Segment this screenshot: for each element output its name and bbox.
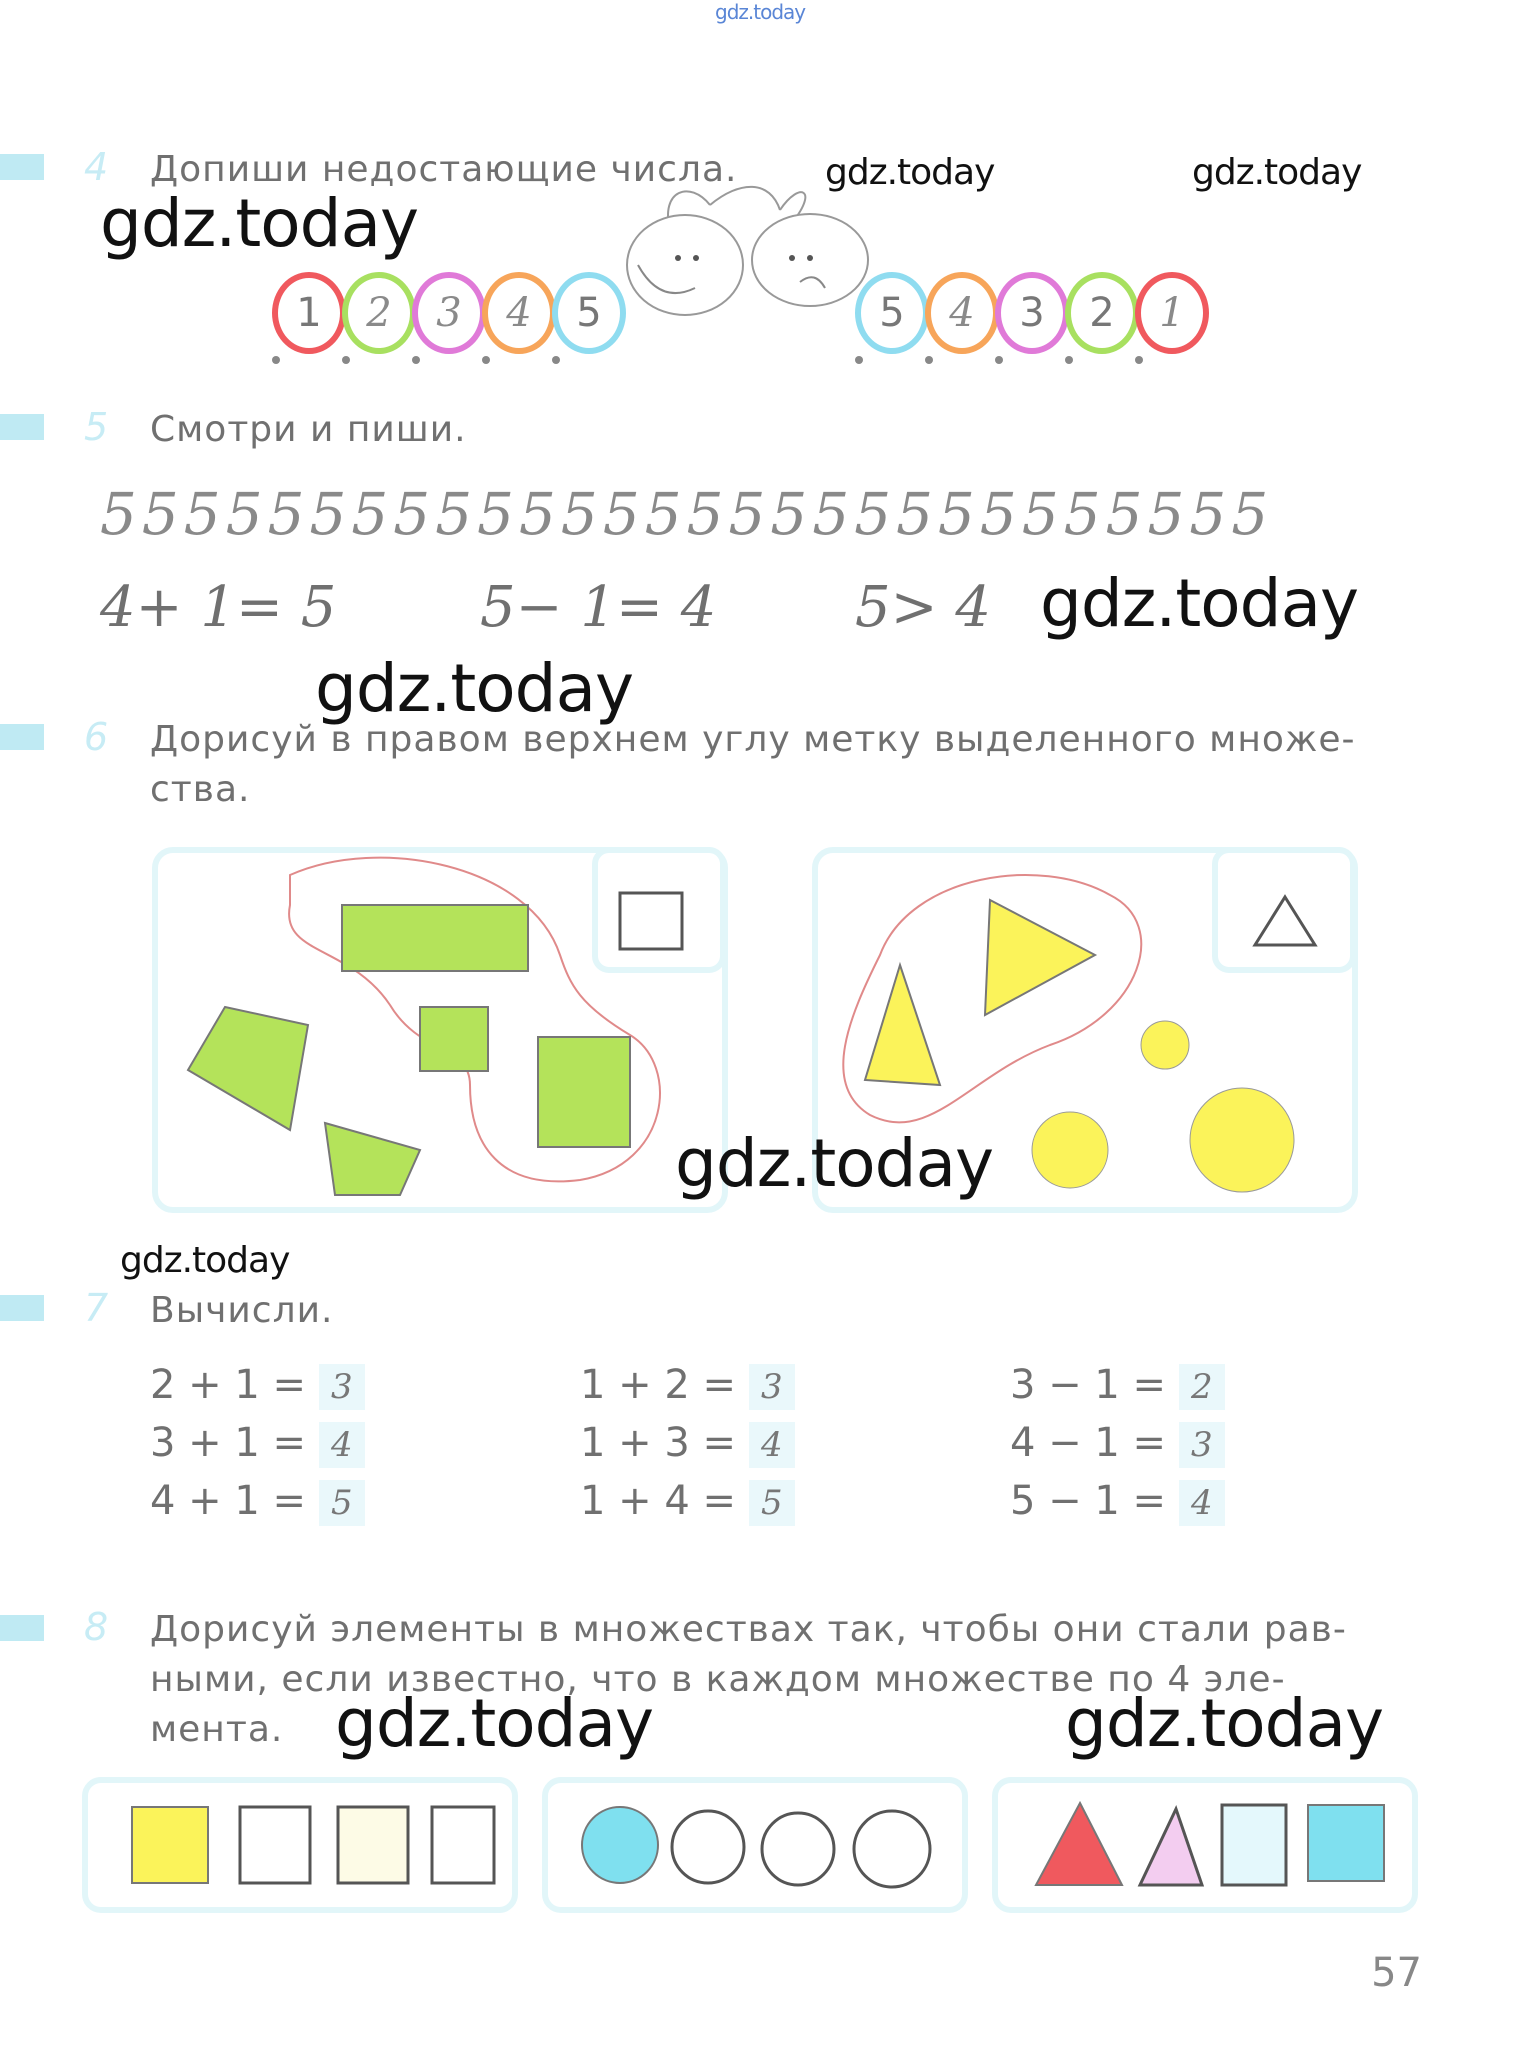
answer-box[interactable]: 4 bbox=[319, 1422, 365, 1468]
equation bbox=[1010, 1478, 1225, 1526]
watermark: gdz.today bbox=[120, 1240, 290, 1281]
watermark: gdz.today bbox=[1192, 152, 1362, 193]
expression: 4 + 1 = bbox=[150, 1478, 307, 1524]
ring-number: 5 bbox=[576, 290, 602, 336]
ring-number: 3 bbox=[1019, 290, 1045, 336]
task-text bbox=[150, 715, 1355, 815]
set-circles bbox=[540, 1775, 970, 1915]
page-number: 57 bbox=[1371, 1950, 1422, 1996]
expression: 3 + 1 = bbox=[150, 1420, 307, 1466]
handwritten-equation: 4+ 1= 5 bbox=[100, 575, 337, 640]
ring-number: 2 bbox=[366, 290, 392, 336]
expression: 3 − 1 = bbox=[1010, 1362, 1167, 1408]
expression: 1 + 4 = bbox=[580, 1478, 737, 1524]
caterpillar-heads-illustration bbox=[600, 170, 880, 320]
answer-box[interactable]: 3 bbox=[749, 1364, 795, 1410]
set-panel-squares bbox=[150, 845, 730, 1215]
handwritten-equation: 5> 4 bbox=[855, 575, 991, 640]
answer-box[interactable]: 3 bbox=[319, 1364, 365, 1410]
watermark-top: gdz.today bbox=[715, 0, 806, 24]
answer-box[interactable]: 5 bbox=[749, 1480, 795, 1526]
task-marker bbox=[0, 1615, 44, 1641]
ring-number: 4 bbox=[506, 290, 532, 336]
task-text-line: мента. bbox=[150, 1709, 284, 1750]
ring-number: 2 bbox=[1089, 290, 1115, 336]
watermark: gdz.today bbox=[100, 185, 419, 262]
task-marker bbox=[0, 724, 44, 750]
equation bbox=[1010, 1362, 1225, 1410]
task-text-line: ными, если известно, что в каждом множестве по 4 эле- bbox=[150, 1659, 1286, 1700]
ring-number: 1 bbox=[296, 290, 322, 336]
watermark: gdz.today bbox=[335, 1685, 654, 1762]
answer-box[interactable]: 5 bbox=[319, 1480, 365, 1526]
number-ring bbox=[855, 272, 929, 354]
equation bbox=[150, 1362, 365, 1410]
task-text: Вычисли. bbox=[150, 1290, 334, 1331]
equation bbox=[580, 1478, 795, 1526]
number-ring bbox=[552, 272, 626, 354]
equation bbox=[150, 1478, 365, 1526]
equation bbox=[580, 1420, 795, 1468]
expression: 5 − 1 = bbox=[1010, 1478, 1167, 1524]
number-ring bbox=[482, 272, 556, 354]
equation bbox=[1010, 1420, 1225, 1468]
set-triangles bbox=[990, 1775, 1420, 1915]
task-text-line: ства. bbox=[150, 769, 251, 810]
number-ring bbox=[1135, 272, 1209, 354]
ring-number: 3 bbox=[436, 290, 462, 336]
task-number: 7 bbox=[84, 1286, 109, 1330]
number-ring bbox=[925, 272, 999, 354]
ring-number: 5 bbox=[879, 290, 905, 336]
task-number: 5 bbox=[84, 405, 109, 449]
equation bbox=[580, 1362, 795, 1410]
watermark: gdz.today bbox=[1065, 1685, 1384, 1762]
equation bbox=[150, 1420, 365, 1468]
watermark: gdz.today bbox=[315, 650, 634, 727]
task-text: Смотри и пиши. bbox=[150, 409, 467, 450]
expression: 2 + 1 = bbox=[150, 1362, 307, 1408]
ring-number: 4 bbox=[949, 290, 975, 336]
watermark: gdz.today bbox=[825, 152, 995, 193]
expression: 1 + 3 = bbox=[580, 1420, 737, 1466]
number-ring bbox=[412, 272, 486, 354]
answer-box[interactable]: 3 bbox=[1179, 1422, 1225, 1468]
set-squares bbox=[80, 1775, 520, 1915]
task-number: 6 bbox=[84, 715, 109, 759]
task-marker bbox=[0, 414, 44, 440]
number-ring bbox=[342, 272, 416, 354]
answer-box[interactable]: 2 bbox=[1179, 1364, 1225, 1410]
number-ring bbox=[272, 272, 346, 354]
task-number: 4 bbox=[84, 145, 109, 189]
watermark: gdz.today bbox=[675, 1125, 994, 1202]
task-number: 8 bbox=[84, 1605, 109, 1649]
answer-box[interactable]: 4 bbox=[749, 1422, 795, 1468]
handwritten-fives: 5555555555555555555555555555 bbox=[100, 480, 1274, 548]
expression: 4 − 1 = bbox=[1010, 1420, 1167, 1466]
task-marker bbox=[0, 154, 44, 180]
number-ring bbox=[1065, 272, 1139, 354]
task-text-line: Дорисуй элементы в множествах так, чтобы они стали рав- bbox=[150, 1609, 1347, 1650]
task-text: Допиши недостающие числа. bbox=[150, 149, 738, 190]
watermark: gdz.today bbox=[1040, 565, 1359, 642]
task-text-line: Дорисуй в правом верхнем углу метку выделенного множе- bbox=[150, 719, 1356, 760]
expression: 1 + 2 = bbox=[580, 1362, 737, 1408]
number-ring bbox=[995, 272, 1069, 354]
ring-number: 1 bbox=[1159, 290, 1185, 336]
answer-box[interactable]: 4 bbox=[1179, 1480, 1225, 1526]
handwritten-equation: 5− 1= 4 bbox=[480, 575, 717, 640]
task-marker bbox=[0, 1295, 44, 1321]
